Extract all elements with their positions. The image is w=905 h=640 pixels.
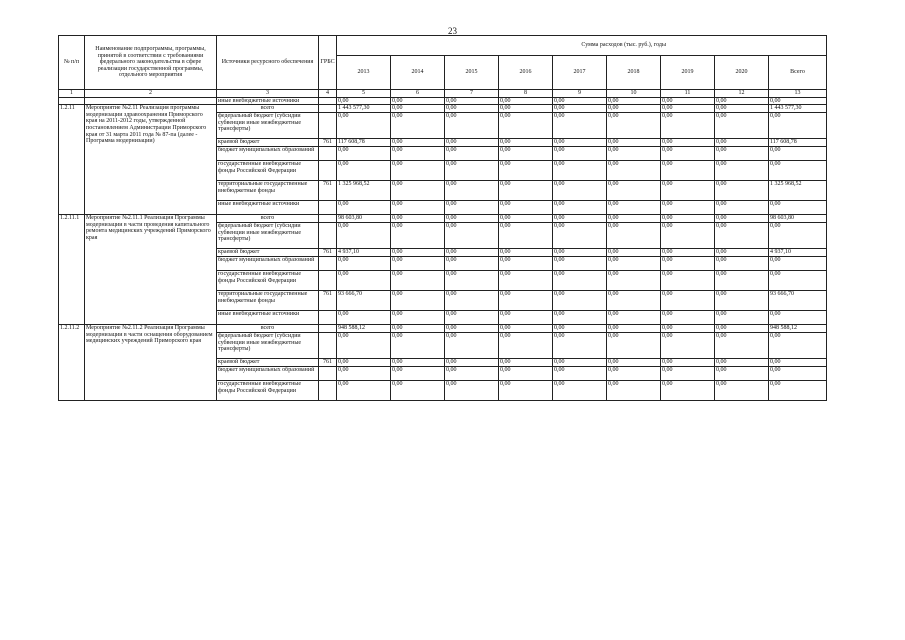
header-name: Наименование подпрограммы, программы, принятой в соответствии с требованиями федерального законодательства в сфере реализации государственной программы, отдельного мероприятия [85, 36, 217, 90]
value-cell: 0,00 [499, 291, 553, 311]
header-year: 2013 [337, 56, 391, 90]
value-cell: 0,00 [445, 367, 499, 381]
value-cell: 0,00 [499, 311, 553, 325]
header-sums: Сумма расходов (тыс. руб.), годы [337, 36, 827, 56]
value-cell: 0,00 [391, 223, 445, 249]
value-cell: 0,00 [445, 161, 499, 181]
value-cell: 0,00 [391, 257, 445, 271]
value-cell: 0,00 [607, 105, 661, 113]
header-year: 2014 [391, 56, 445, 90]
table-header [59, 36, 827, 98]
cell-empty [85, 97, 217, 105]
value-cell: 0,00 [607, 311, 661, 325]
source-cell: иные внебюджетные источники [217, 201, 319, 215]
value-cell: 0,00 [391, 291, 445, 311]
value-cell: 0,00 [661, 257, 715, 271]
value-cell: 0,00 [553, 381, 607, 401]
value-cell: 0,00 [553, 215, 607, 223]
value-cell: 0,00 [499, 333, 553, 359]
value-cell: 0,00 [499, 113, 553, 139]
value-cell: 0,00 [715, 291, 769, 311]
value-cell: 0,00 [553, 333, 607, 359]
value-cell: 0,00 [553, 105, 607, 113]
source-cell: бюджет муниципальных образований [217, 367, 319, 381]
value-cell: 0,00 [607, 161, 661, 181]
grbs-cell [319, 257, 337, 271]
value-cell: 0,00 [553, 359, 607, 367]
grbs-cell [319, 381, 337, 401]
table-body [59, 97, 827, 401]
value-cell: 93 666,70 [769, 291, 827, 311]
value-cell: 4 937,10 [337, 249, 391, 257]
header-year: 2016 [499, 56, 553, 90]
value-cell: 0,00 [337, 223, 391, 249]
value-cell: 0,00 [661, 105, 715, 113]
value-cell: 0,00 [391, 325, 445, 333]
source-cell: федеральный бюджет (субсидии субвенции иные межбюджетные трансферты) [217, 113, 319, 139]
value-cell: 0,00 [445, 139, 499, 147]
value-cell: 0,00 [553, 201, 607, 215]
value-cell: 0,00 [499, 381, 553, 401]
source-cell: федеральный бюджет (субсидии субвенции иные межбюджетные трансферты) [217, 333, 319, 359]
value-cell: 0,00 [715, 105, 769, 113]
value-cell: 0,00 [661, 113, 715, 139]
value-cell: 0,00 [391, 333, 445, 359]
value-cell: 0,00 [607, 333, 661, 359]
column-number: 2 [85, 90, 217, 98]
value-cell: 0,00 [337, 381, 391, 401]
grbs-cell [319, 325, 337, 333]
value-cell: 0,00 [715, 249, 769, 257]
value-cell: 0,00 [391, 381, 445, 401]
value-cell: 0,00 [445, 359, 499, 367]
value-cell: 0,00 [661, 291, 715, 311]
value-cell: 0,00 [715, 215, 769, 223]
source-cell: всего [217, 325, 319, 333]
value-cell: 0,00 [337, 113, 391, 139]
value-cell: 0,00 [553, 271, 607, 291]
value-cell: 0,00 [445, 291, 499, 311]
value-cell: 0,00 [337, 201, 391, 215]
value-cell: 0,00 [661, 181, 715, 201]
source-cell: иные внебюджетные источники [217, 97, 319, 105]
value-cell: 0,00 [445, 271, 499, 291]
source-cell: краевой бюджет [217, 359, 319, 367]
value-cell: 0,00 [445, 311, 499, 325]
grbs-cell [319, 201, 337, 215]
value-cell: 0,00 [499, 181, 553, 201]
value-cell: 0,00 [661, 311, 715, 325]
value-cell: 0,00 [715, 381, 769, 401]
source-cell: всего [217, 215, 319, 223]
column-number: 4 [319, 90, 337, 98]
value-cell: 0,00 [391, 201, 445, 215]
grbs-cell [319, 311, 337, 325]
value-cell: 0,00 [553, 161, 607, 181]
value-cell: 0,00 [337, 333, 391, 359]
value-cell: 0,00 [499, 97, 553, 105]
source-cell: государственные внебюджетные фонды Российской Федерации [217, 161, 319, 181]
value-cell: 0,00 [607, 367, 661, 381]
value-cell: 0,00 [715, 223, 769, 249]
header-year: 2020 [715, 56, 769, 90]
column-number: 13 [769, 90, 827, 98]
value-cell: 117 608,78 [337, 139, 391, 147]
value-cell: 0,00 [391, 181, 445, 201]
item-name: Мероприятие №2.11.1 Реализация Программы модернизации в части проведения капитального ремонта медицинских учреждений Приморского края [85, 215, 217, 325]
value-cell: 0,00 [391, 105, 445, 113]
value-cell: 0,00 [445, 105, 499, 113]
value-cell: 0,00 [445, 333, 499, 359]
value-cell: 0,00 [445, 215, 499, 223]
source-cell: федеральный бюджет (субсидии субвенции иные межбюджетные трансферты) [217, 223, 319, 249]
value-cell: 948 588,12 [337, 325, 391, 333]
cell-empty [59, 97, 85, 105]
value-cell: 0,00 [769, 333, 827, 359]
source-cell: бюджет муниципальных образований [217, 257, 319, 271]
value-cell: 0,00 [499, 201, 553, 215]
value-cell: 0,00 [337, 271, 391, 291]
value-cell: 0,00 [445, 325, 499, 333]
value-cell: 0,00 [553, 325, 607, 333]
value-cell: 0,00 [499, 257, 553, 271]
item-number: 1.2.11.1 [59, 215, 85, 325]
table-row [59, 215, 827, 223]
value-cell: 0,00 [337, 161, 391, 181]
item-number: 1.2.11.2 [59, 325, 85, 401]
value-cell: 0,00 [445, 97, 499, 105]
value-cell: 0,00 [661, 333, 715, 359]
column-number: 12 [715, 90, 769, 98]
value-cell: 0,00 [769, 147, 827, 161]
value-cell: 0,00 [661, 97, 715, 105]
column-number: 3 [217, 90, 319, 98]
value-cell: 0,00 [607, 359, 661, 367]
value-cell: 0,00 [607, 249, 661, 257]
value-cell: 0,00 [769, 311, 827, 325]
value-cell: 1 325 968,52 [769, 181, 827, 201]
grbs-cell: 761 [319, 291, 337, 311]
value-cell: 0,00 [715, 333, 769, 359]
value-cell: 0,00 [391, 367, 445, 381]
table-row [59, 105, 827, 113]
source-cell: территориальные государственные внебюджетные фонды [217, 291, 319, 311]
value-cell: 0,00 [499, 105, 553, 113]
value-cell: 0,00 [607, 223, 661, 249]
value-cell: 0,00 [769, 257, 827, 271]
header-number: № п/п [59, 36, 85, 90]
value-cell: 0,00 [769, 161, 827, 181]
value-cell: 0,00 [715, 257, 769, 271]
value-cell: 0,00 [769, 359, 827, 367]
grbs-cell: 761 [319, 139, 337, 147]
item-number: 1.2.11 [59, 105, 85, 215]
value-cell: 948 588,12 [769, 325, 827, 333]
column-number: 11 [661, 90, 715, 98]
value-cell: 0,00 [607, 271, 661, 291]
value-cell: 0,00 [715, 181, 769, 201]
value-cell: 0,00 [553, 223, 607, 249]
value-cell: 0,00 [715, 359, 769, 367]
value-cell: 0,00 [499, 161, 553, 181]
value-cell: 0,00 [337, 147, 391, 161]
value-cell: 0,00 [499, 271, 553, 291]
value-cell: 0,00 [337, 97, 391, 105]
header-year: 2015 [445, 56, 499, 90]
value-cell: 0,00 [715, 201, 769, 215]
item-name: Мероприятие №2.11 Реализация программы модернизации здравоохранения Приморского края на 2011-2012 годы, утвержденной постановлением Администрации Приморского края от 31 марта 2011 года № 87-па (далее - Программа модернизации) [85, 105, 217, 215]
value-cell: 0,00 [769, 223, 827, 249]
value-cell: 0,00 [445, 381, 499, 401]
value-cell: 0,00 [553, 249, 607, 257]
value-cell: 0,00 [715, 147, 769, 161]
source-cell: государственные внебюджетные фонды Российской Федерации [217, 381, 319, 401]
value-cell: 0,00 [769, 97, 827, 105]
value-cell: 0,00 [553, 139, 607, 147]
header-year: 2018 [607, 56, 661, 90]
value-cell: 0,00 [499, 223, 553, 249]
value-cell: 0,00 [607, 215, 661, 223]
value-cell: 0,00 [553, 181, 607, 201]
value-cell: 0,00 [607, 147, 661, 161]
value-cell: 0,00 [553, 367, 607, 381]
grbs-cell [319, 105, 337, 113]
grbs-cell [319, 223, 337, 249]
value-cell: 0,00 [391, 139, 445, 147]
source-cell: иные внебюджетные источники [217, 311, 319, 325]
value-cell: 0,00 [337, 367, 391, 381]
value-cell: 0,00 [607, 181, 661, 201]
grbs-cell: 761 [319, 181, 337, 201]
grbs-cell [319, 113, 337, 139]
grbs-cell [319, 367, 337, 381]
value-cell: 0,00 [391, 113, 445, 139]
value-cell: 4 937,10 [769, 249, 827, 257]
value-cell: 0,00 [391, 249, 445, 257]
value-cell: 0,00 [715, 97, 769, 105]
source-cell: государственные внебюджетные фонды Российской Федерации [217, 271, 319, 291]
value-cell: 0,00 [553, 147, 607, 161]
value-cell: 0,00 [769, 367, 827, 381]
value-cell: 0,00 [391, 311, 445, 325]
table-row [59, 325, 827, 333]
source-cell: бюджет муниципальных образований [217, 147, 319, 161]
column-number: 6 [391, 90, 445, 98]
column-number: 9 [553, 90, 607, 98]
value-cell: 0,00 [661, 359, 715, 367]
value-cell: 0,00 [661, 223, 715, 249]
value-cell: 0,00 [553, 97, 607, 105]
header-year: 2019 [661, 56, 715, 90]
column-number: 10 [607, 90, 661, 98]
value-cell: 0,00 [715, 325, 769, 333]
value-cell: 0,00 [553, 257, 607, 271]
value-cell: 0,00 [391, 215, 445, 223]
value-cell: 98 603,80 [337, 215, 391, 223]
value-cell: 0,00 [661, 147, 715, 161]
value-cell: 0,00 [391, 271, 445, 291]
value-cell: 0,00 [499, 367, 553, 381]
value-cell: 98 603,80 [769, 215, 827, 223]
value-cell: 0,00 [499, 147, 553, 161]
grbs-cell: 761 [319, 359, 337, 367]
value-cell: 0,00 [769, 201, 827, 215]
value-cell: 0,00 [391, 359, 445, 367]
value-cell: 1 443 577,30 [337, 105, 391, 113]
column-number: 7 [445, 90, 499, 98]
table-row [59, 97, 827, 105]
item-name: Мероприятие №2.11.2 Реализация Программы модернизации в части оснащения оборудованием медицинских учреждений Приморского края [85, 325, 217, 401]
grbs-cell: 761 [319, 249, 337, 257]
value-cell: 0,00 [661, 161, 715, 181]
value-cell: 117 608,78 [769, 139, 827, 147]
value-cell: 0,00 [445, 201, 499, 215]
value-cell: 0,00 [661, 325, 715, 333]
column-number: 1 [59, 90, 85, 98]
value-cell: 0,00 [661, 201, 715, 215]
page-number: 23 [448, 26, 457, 36]
value-cell: 0,00 [391, 161, 445, 181]
value-cell: 0,00 [715, 311, 769, 325]
grbs-cell [319, 161, 337, 181]
value-cell: 0,00 [445, 223, 499, 249]
value-cell: 0,00 [661, 367, 715, 381]
header-source: Источники ресурсного обеспечения [217, 36, 319, 90]
value-cell: 0,00 [715, 113, 769, 139]
value-cell: 0,00 [553, 291, 607, 311]
value-cell: 0,00 [607, 201, 661, 215]
value-cell: 0,00 [661, 271, 715, 291]
source-cell: территориальные государственные внебюджетные фонды [217, 181, 319, 201]
grbs-cell [319, 333, 337, 359]
value-cell: 0,00 [607, 381, 661, 401]
value-cell: 0,00 [607, 257, 661, 271]
value-cell: 0,00 [715, 271, 769, 291]
value-cell: 0,00 [445, 257, 499, 271]
value-cell: 0,00 [337, 257, 391, 271]
value-cell: 0,00 [499, 359, 553, 367]
grbs-cell [319, 271, 337, 291]
column-number: 5 [337, 90, 391, 98]
value-cell: 0,00 [607, 139, 661, 147]
value-cell: 0,00 [607, 97, 661, 105]
header-year: 2017 [553, 56, 607, 90]
value-cell: 1 443 577,30 [769, 105, 827, 113]
value-cell: 0,00 [661, 249, 715, 257]
column-number: 8 [499, 90, 553, 98]
value-cell: 0,00 [715, 139, 769, 147]
value-cell: 0,00 [445, 181, 499, 201]
value-cell: 0,00 [553, 113, 607, 139]
value-cell: 0,00 [553, 311, 607, 325]
value-cell: 0,00 [499, 139, 553, 147]
value-cell: 0,00 [715, 161, 769, 181]
header-grbs: ГРБС [319, 36, 337, 90]
value-cell: 93 666,70 [337, 291, 391, 311]
expenditure-table [58, 35, 827, 401]
value-cell: 0,00 [607, 325, 661, 333]
value-cell: 0,00 [391, 97, 445, 105]
value-cell: 0,00 [499, 325, 553, 333]
value-cell: 1 325 968,52 [337, 181, 391, 201]
source-cell: всего [217, 105, 319, 113]
grbs-cell [319, 147, 337, 161]
value-cell: 0,00 [715, 367, 769, 381]
value-cell: 0,00 [391, 147, 445, 161]
value-cell: 0,00 [445, 113, 499, 139]
value-cell: 0,00 [337, 311, 391, 325]
value-cell: 0,00 [661, 215, 715, 223]
value-cell: 0,00 [769, 271, 827, 291]
grbs-cell [319, 215, 337, 223]
value-cell: 0,00 [769, 381, 827, 401]
value-cell: 0,00 [769, 113, 827, 139]
value-cell: 0,00 [607, 113, 661, 139]
source-cell: краевой бюджет [217, 139, 319, 147]
value-cell: 0,00 [661, 381, 715, 401]
value-cell: 0,00 [607, 291, 661, 311]
grbs-cell [319, 97, 337, 105]
header-year: Всего [769, 56, 827, 90]
value-cell: 0,00 [445, 147, 499, 161]
value-cell: 0,00 [661, 139, 715, 147]
value-cell: 0,00 [499, 215, 553, 223]
source-cell: краевой бюджет [217, 249, 319, 257]
value-cell: 0,00 [337, 359, 391, 367]
value-cell: 0,00 [445, 249, 499, 257]
value-cell: 0,00 [499, 249, 553, 257]
